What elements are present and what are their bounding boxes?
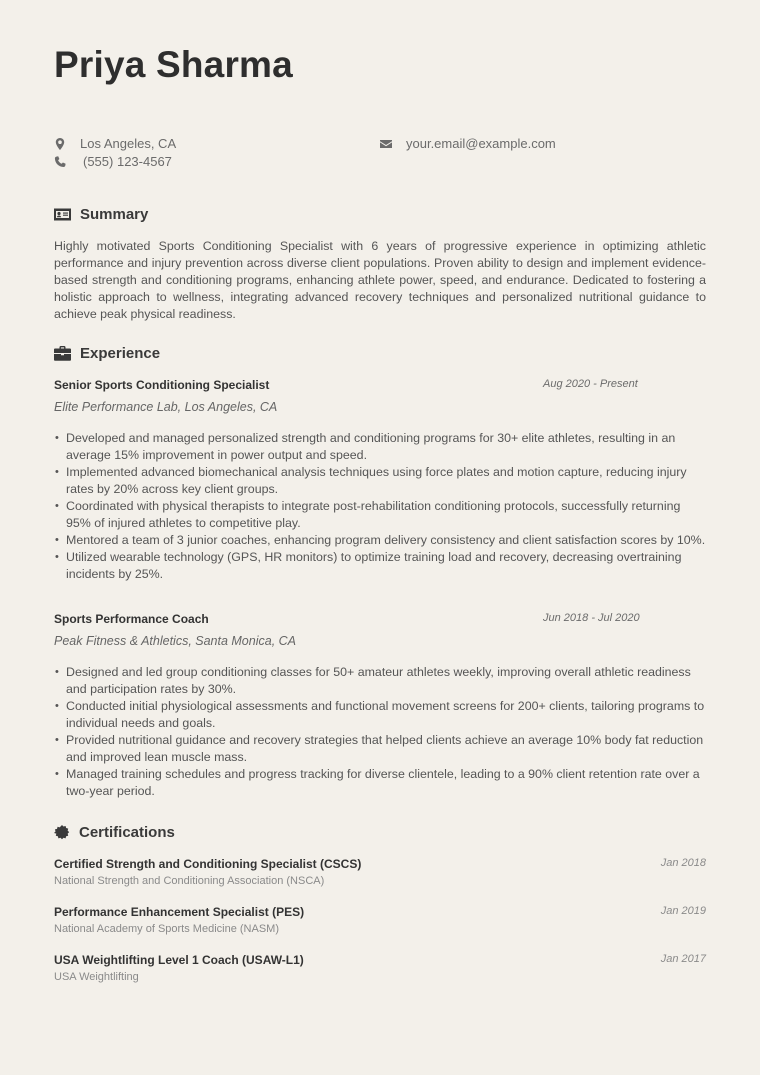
location-text: Los Angeles, CA — [80, 136, 177, 151]
list-item: • Conducted initial physiological assessments and functional movement screens for 200+ clients, tailoring programs to individual needs and goals. — [54, 698, 708, 732]
job-organization: Peak Fitness & Athletics, Santa Monica, CA — [54, 634, 297, 648]
contact-email — [380, 136, 556, 151]
certifications-heading: Certifications — [54, 824, 175, 841]
summary-heading: Summary — [54, 206, 148, 223]
job-title: Senior Sports Conditioning Specialist — [54, 378, 270, 392]
job-title: Sports Performance Coach — [54, 612, 209, 626]
badge-icon — [54, 825, 70, 841]
cert-date: Jan 2019 — [660, 905, 706, 917]
map-pin-icon — [54, 138, 80, 150]
envelope-icon — [380, 138, 406, 150]
phone-text: (555) 123-4567 — [83, 154, 172, 169]
cert-title: Performance Enhancement Specialist (PES) — [54, 905, 305, 919]
candidate-name: Priya Sharma — [54, 44, 293, 85]
cert-title: Certified Strength and Conditioning Specialist (CSCS) — [54, 857, 362, 871]
contact-phone — [54, 154, 172, 169]
cert-organization: National Academy of Sports Medicine (NASM) — [54, 923, 279, 935]
contact-location — [54, 136, 176, 151]
job-organization: Elite Performance Lab, Los Angeles, CA — [54, 400, 278, 414]
email-text[interactable]: your.email@example.com — [406, 136, 556, 151]
list-item: • Mentored a team of 3 junior coaches, enhancing program delivery consistency and client satisfaction scores by 10%. — [54, 532, 708, 549]
cert-date: Jan 2017 — [660, 953, 706, 965]
id-card-icon — [54, 207, 71, 222]
list-item: • Coordinated with physical therapists to integrate post-rehabilitation conditioning protocols, successfully returning 95% of injured athletes to competitive play. — [54, 498, 708, 532]
experience-heading: Experience — [54, 345, 160, 362]
job-bullets — [54, 664, 708, 800]
cert-date: Jan 2018 — [660, 857, 706, 869]
phone-icon — [54, 156, 83, 168]
list-item: • Developed and managed personalized strength and conditioning programs for 30+ elite athletes, resulting in an average 15% improvement in power output and speed. — [54, 430, 708, 464]
job-date: Jun 2018 - Jul 2020 — [543, 612, 640, 624]
list-item: • Managed training schedules and progress tracking for diverse clientele, leading to a 90% client retention rate over a two-year period. — [54, 766, 708, 800]
list-item: • Designed and led group conditioning classes for 50+ amateur athletes weekly, improving overall athletic readiness and participation rates by 30%. — [54, 664, 708, 698]
list-item: • Implemented advanced biomechanical analysis techniques using force plates and motion capture, reducing injury rates by 20% across key client groups. — [54, 464, 708, 498]
job-bullets — [54, 430, 708, 583]
summary-text: Highly motivated Sports Conditioning Specialist with 6 years of progressive experience in optimizing athletic performance and injury prevention across diverse client populations. Proven ability to design and implement evidence-based strength and conditioning programs, enhancing athlete power, speed, and endurance. Dedicated to fostering a holistic approach to wellness, integrating advanced recovery techniques and personalized nutritional guidance to achieve peak physical readiness. — [54, 239, 706, 321]
cert-organization: USA Weightlifting — [54, 971, 139, 983]
list-item: • Utilized wearable technology (GPS, HR monitors) to optimize training load and recovery, decreasing overtraining incidents by 25%. — [54, 549, 708, 583]
cert-organization: National Strength and Conditioning Association (NSCA) — [54, 875, 325, 887]
briefcase-icon — [54, 346, 71, 361]
list-item: • Provided nutritional guidance and recovery strategies that helped clients achieve an average 10% body fat reduction and improved lean muscle mass. — [54, 732, 708, 766]
cert-title: USA Weightlifting Level 1 Coach (USAW-L1) — [54, 953, 304, 967]
job-date: Aug 2020 - Present — [543, 378, 638, 390]
